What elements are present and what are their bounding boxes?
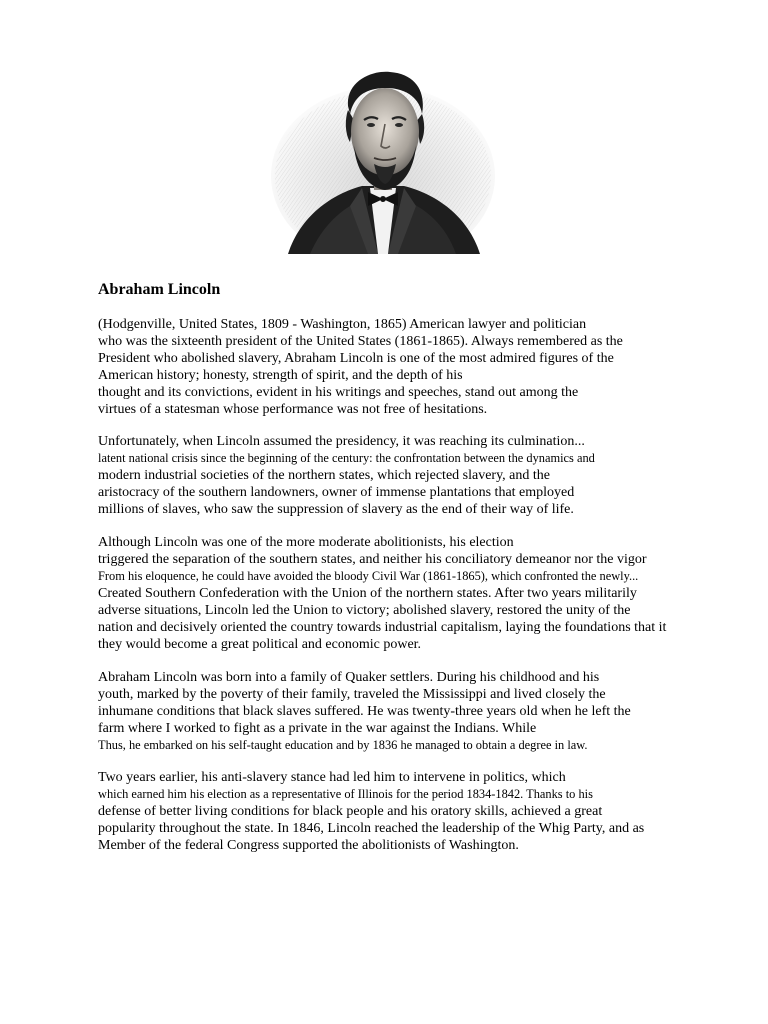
lincoln-portrait	[270, 66, 496, 254]
text-line: Thus, he embarked on his self-taught education and by 1836 he managed to obtain a degree in law.	[98, 738, 588, 752]
text-line: triggered the separation of the southern states, and neither his conciliatory demeanor nor the vigor	[98, 552, 647, 567]
text-line: Unfortunately, when Lincoln assumed the presidency, it was reaching its culmination...	[98, 434, 585, 449]
text-line: aristocracy of the southern landowners, owner of immense plantations that employed	[98, 485, 575, 500]
paragraph-political-career	[98, 769, 738, 854]
text-line: popularity throughout the state. In 1846, Lincoln reached the leadership of the Whig Party, and as	[98, 821, 645, 836]
text-line: they would become a great political and economic power.	[98, 637, 422, 652]
document-title: Abraham Lincoln	[98, 281, 221, 298]
text-line: defense of better living conditions for black people and his oratory skills, achieved a great	[98, 804, 603, 819]
paragraph-biography-intro	[98, 316, 738, 418]
text-line: Two years earlier, his anti-slavery stance had led him to intervene in politics, which	[98, 770, 566, 785]
text-line: From his eloquence, he could have avoided the bloody Civil War (1861-1865), which confronted the newly...	[98, 569, 639, 583]
text-line: adverse situations, Lincoln led the Union to victory; abolished slavery, restored the unity of the	[98, 603, 631, 618]
text-line: Created Southern Confederation with the Union of the northern states. After two years militarily	[98, 586, 637, 601]
text-line: (Hodgenville, United States, 1809 - Washington, 1865) American lawyer and politician	[98, 317, 587, 332]
text-line: modern industrial societies of the northern states, which rejected slavery, and the	[98, 468, 550, 483]
text-line: millions of slaves, who saw the suppression of slavery as the end of their way of life.	[98, 502, 574, 517]
text-line: nation and decisively oriented the country towards industrial capitalism, laying the foundations that it	[98, 620, 667, 635]
paragraph-civil-war	[98, 534, 738, 653]
text-line: Although Lincoln was one of the more moderate abolitionists, his election	[98, 535, 514, 550]
text-line: who was the sixteenth president of the United States (1861-1865). Always remembered as the	[98, 334, 623, 349]
text-line: inhumane conditions that black slaves suffered. He was twenty-three years old when he left the	[98, 704, 631, 719]
text-line: thought and its convictions, evident in his writings and speeches, stand out among the	[98, 385, 579, 400]
text-line: Member of the federal Congress supported the abolitionists of Washington.	[98, 838, 519, 853]
paragraph-national-crisis	[98, 433, 738, 518]
text-line: American history; honesty, strength of spirit, and the depth of his	[98, 368, 463, 383]
paragraph-early-life	[98, 669, 738, 754]
text-line: latent national crisis since the beginning of the century: the confrontation between the dynamics and	[98, 451, 595, 465]
text-line: farm where I worked to fight as a private in the war against the Indians. While	[98, 721, 537, 736]
text-line: which earned him his election as a representative of Illinois for the period 1834-1842. Thanks to his	[98, 787, 593, 801]
text-line: President who abolished slavery, Abraham Lincoln is one of the most admired figures of the	[98, 351, 614, 366]
text-line: Abraham Lincoln was born into a family of Quaker settlers. During his childhood and his	[98, 670, 600, 685]
text-line: virtues of a statesman whose performance was not free of hesitations.	[98, 402, 488, 417]
text-line: youth, marked by the poverty of their family, traveled the Mississippi and lived closely the	[98, 687, 606, 702]
